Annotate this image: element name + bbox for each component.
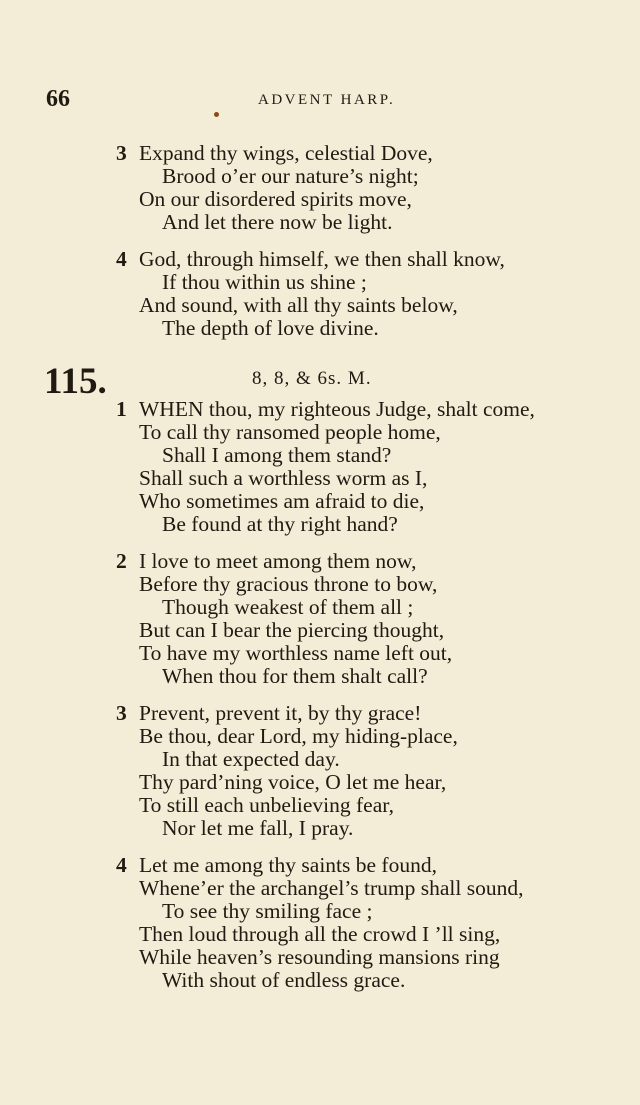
verse-line: WHEN thou, my righteous Judge, shalt come,: [139, 397, 535, 421]
verse-line: But can I bear the piercing thought,: [139, 618, 445, 642]
verse-line: Nor let me fall, I pray.: [162, 816, 354, 840]
stanza-number: 2: [116, 549, 127, 573]
verse-line: Whene’er the archangel’s trump shall sound,: [139, 876, 524, 900]
verse-line: Before thy gracious throne to bow,: [139, 572, 438, 596]
verse-line: In that expected day.: [162, 747, 340, 771]
verse-line: I love to meet among them now,: [139, 549, 417, 573]
verse-line: Brood o’er our nature’s night;: [162, 164, 419, 188]
stanza-number: 4: [116, 853, 127, 877]
verse-line: Be thou, dear Lord, my hiding-place,: [139, 724, 458, 748]
verse-line: To have my worthless name left out,: [139, 641, 453, 665]
running-title: ADVENT HARP.: [258, 92, 396, 108]
stanza-number: 1: [116, 397, 127, 421]
verse-line: Who sometimes am afraid to die,: [139, 489, 425, 513]
verse-line: God, through himself, we then shall know,: [139, 247, 505, 271]
stanza-number: 4: [116, 247, 127, 271]
page-number: 66: [46, 86, 70, 112]
hymn-meter: 8, 8, & 6s. M.: [252, 368, 372, 389]
verse-line: Prevent, prevent it, by thy grace!: [139, 701, 422, 725]
verse-line: With shout of endless grace.: [162, 968, 406, 992]
verse-line: Shall I among them stand?: [162, 443, 392, 467]
hymn-number: 115.: [44, 361, 107, 402]
ink-spot: [214, 112, 219, 117]
verse-line: Though weakest of them all ;: [162, 595, 414, 619]
verse-line: If thou within us shine ;: [162, 270, 367, 294]
verse-line: To still each unbelieving fear,: [139, 793, 394, 817]
verse-line: And sound, with all thy saints below,: [139, 293, 458, 317]
verse-line: When thou for them shalt call?: [162, 664, 428, 688]
verse-line: The depth of love divine.: [162, 316, 379, 340]
verse-line: While heaven’s resounding mansions ring: [139, 945, 500, 969]
verse-line: Shall such a worthless worm as I,: [139, 466, 428, 490]
verse-line: Expand thy wings, celestial Dove,: [139, 141, 433, 165]
verse-line: Let me among thy saints be found,: [139, 853, 437, 877]
verse-line: Thy pard’ning voice, O let me hear,: [139, 770, 447, 794]
verse-line: Then loud through all the crowd I ’ll sing,: [139, 922, 501, 946]
verse-line: Be found at thy right hand?: [162, 512, 398, 536]
stanza-number: 3: [116, 141, 127, 165]
verse-line: To see thy smiling face ;: [162, 899, 373, 923]
stanza-number: 3: [116, 701, 127, 725]
verse-line: On our disordered spirits move,: [139, 187, 412, 211]
verse-line: And let there now be light.: [162, 210, 393, 234]
verse-line: To call thy ransomed people home,: [139, 420, 441, 444]
